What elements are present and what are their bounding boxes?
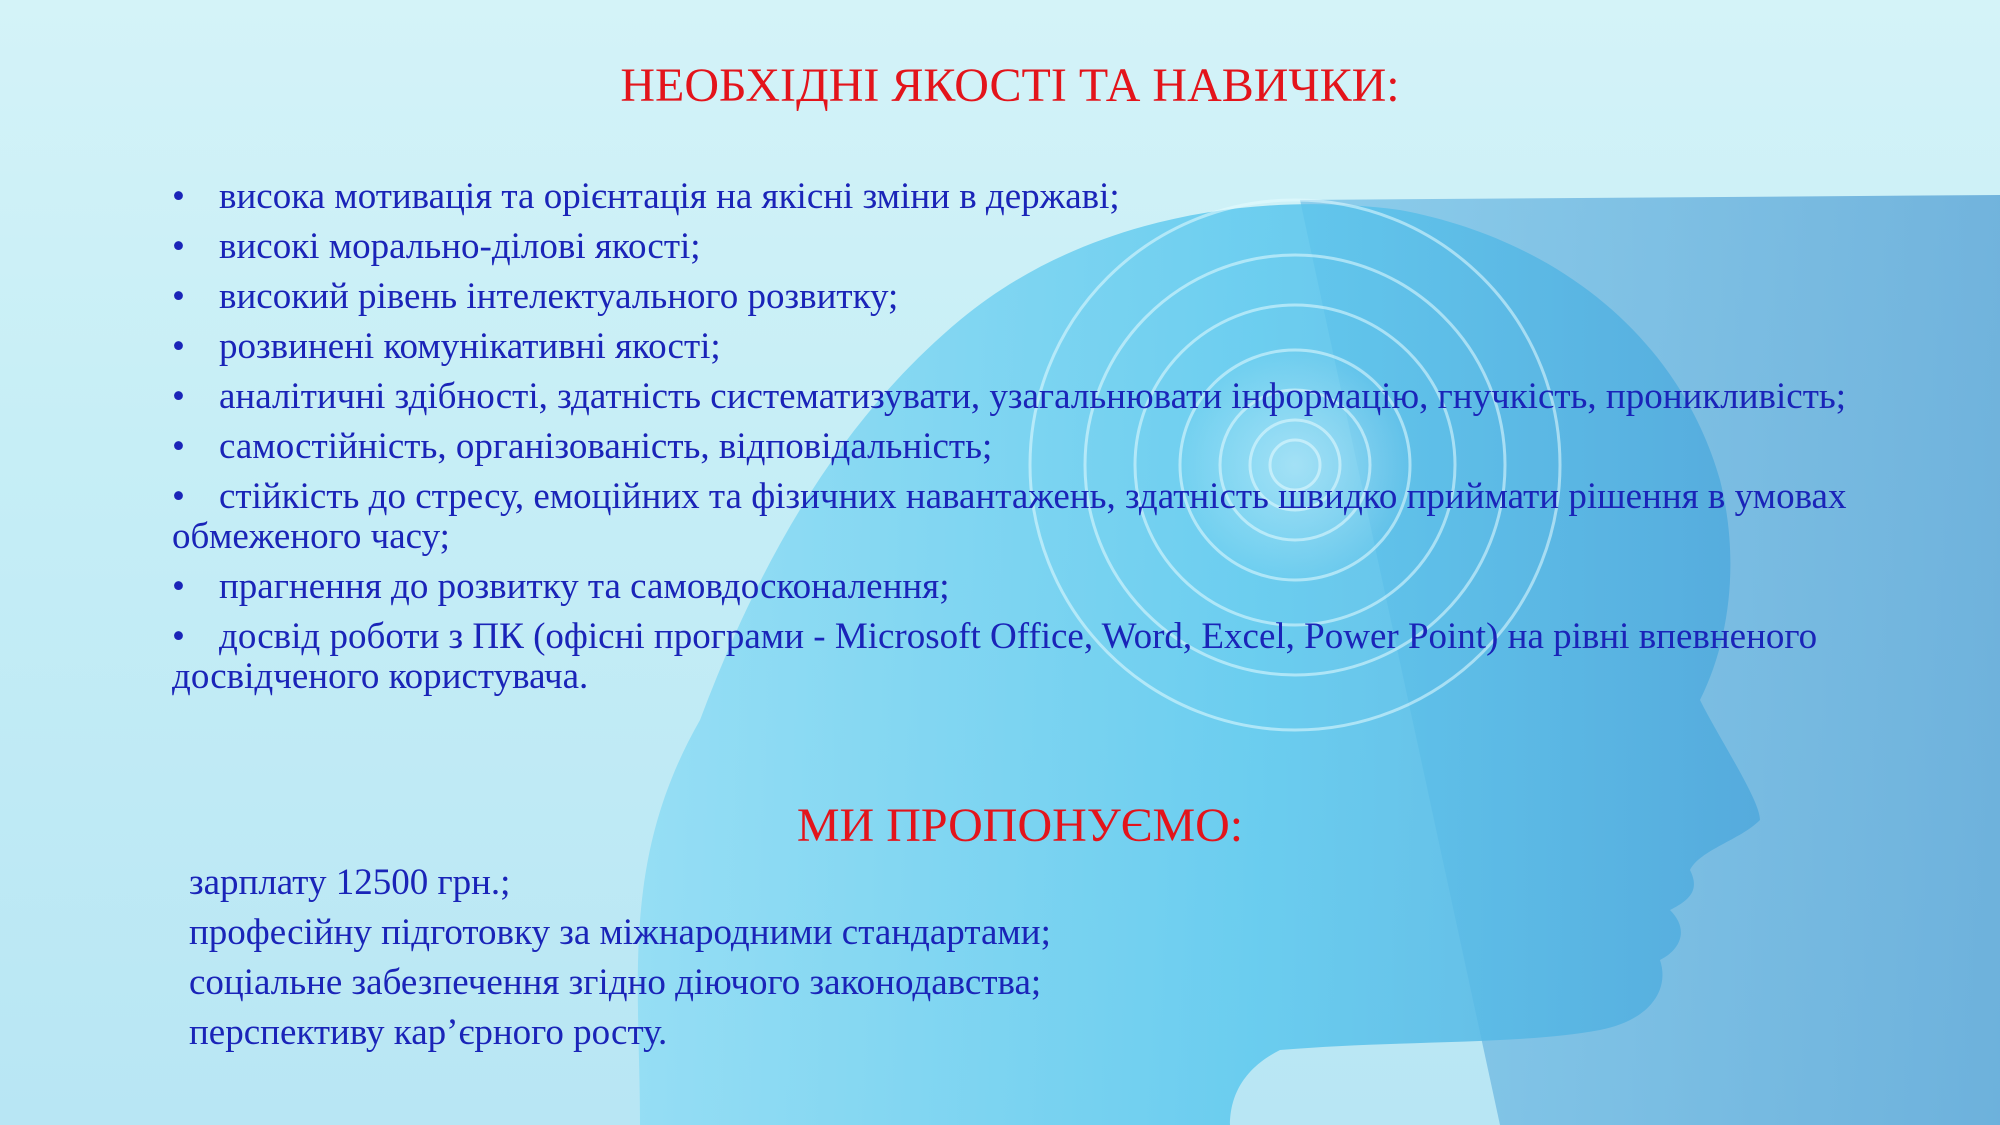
list-item: • висока мотивація та орієнтація на якісні зміни в державі; (172, 176, 1120, 217)
bullet: • (172, 616, 185, 657)
list-item: • прагнення до розвитку та самовдосконалення; (172, 566, 950, 607)
list-item: зарплату 12500 грн.; (189, 862, 511, 903)
list-item: • досвід роботи з ПК (офісні програми - Microsoft Office, Word, Excel, Power Point) на рівні впевненого досвідченого користувача. (172, 616, 1818, 697)
bullet: • (172, 176, 185, 217)
list-item: • високий рівень інтелектуального розвитку; (172, 276, 899, 317)
requirements-title: НЕОБХІДНІ ЯКОСТІ ТА НАВИЧКИ: (620, 59, 1400, 112)
bullet: • (172, 326, 185, 367)
bullet: • (172, 476, 185, 517)
bullet: • (172, 376, 185, 417)
bullet: • (172, 426, 185, 467)
requirements-list (172, 177, 1912, 707)
list-item: • розвинені комунікативні якості; (172, 326, 721, 367)
list-item: соціальне забезпечення згідно діючого законодавства; (189, 962, 1042, 1003)
bullet: • (172, 566, 185, 607)
list-item: • аналітичні здібності, здатність систематизувати, узагальнювати інформацію, гнучкість, проникливість; (172, 376, 1847, 417)
offers-list (189, 858, 1051, 1058)
bullet: • (172, 276, 185, 317)
list-item: • стійкість до стресу, емоційних та фізичних навантажень, здатність швидко приймати рішення в умовах обмеженого часу; (172, 476, 1847, 557)
bullet: • (172, 226, 185, 267)
list-item: • самостійність, організованість, відповідальність; (172, 426, 993, 467)
list-item: професійну підготовку за міжнародними стандартами; (189, 912, 1051, 953)
list-item: перспективу кар’єрного росту. (189, 1012, 668, 1053)
offers-title: МИ ПРОПОНУЄМО: (796, 799, 1244, 852)
list-item: • високі морально-ділові якості; (172, 226, 701, 267)
